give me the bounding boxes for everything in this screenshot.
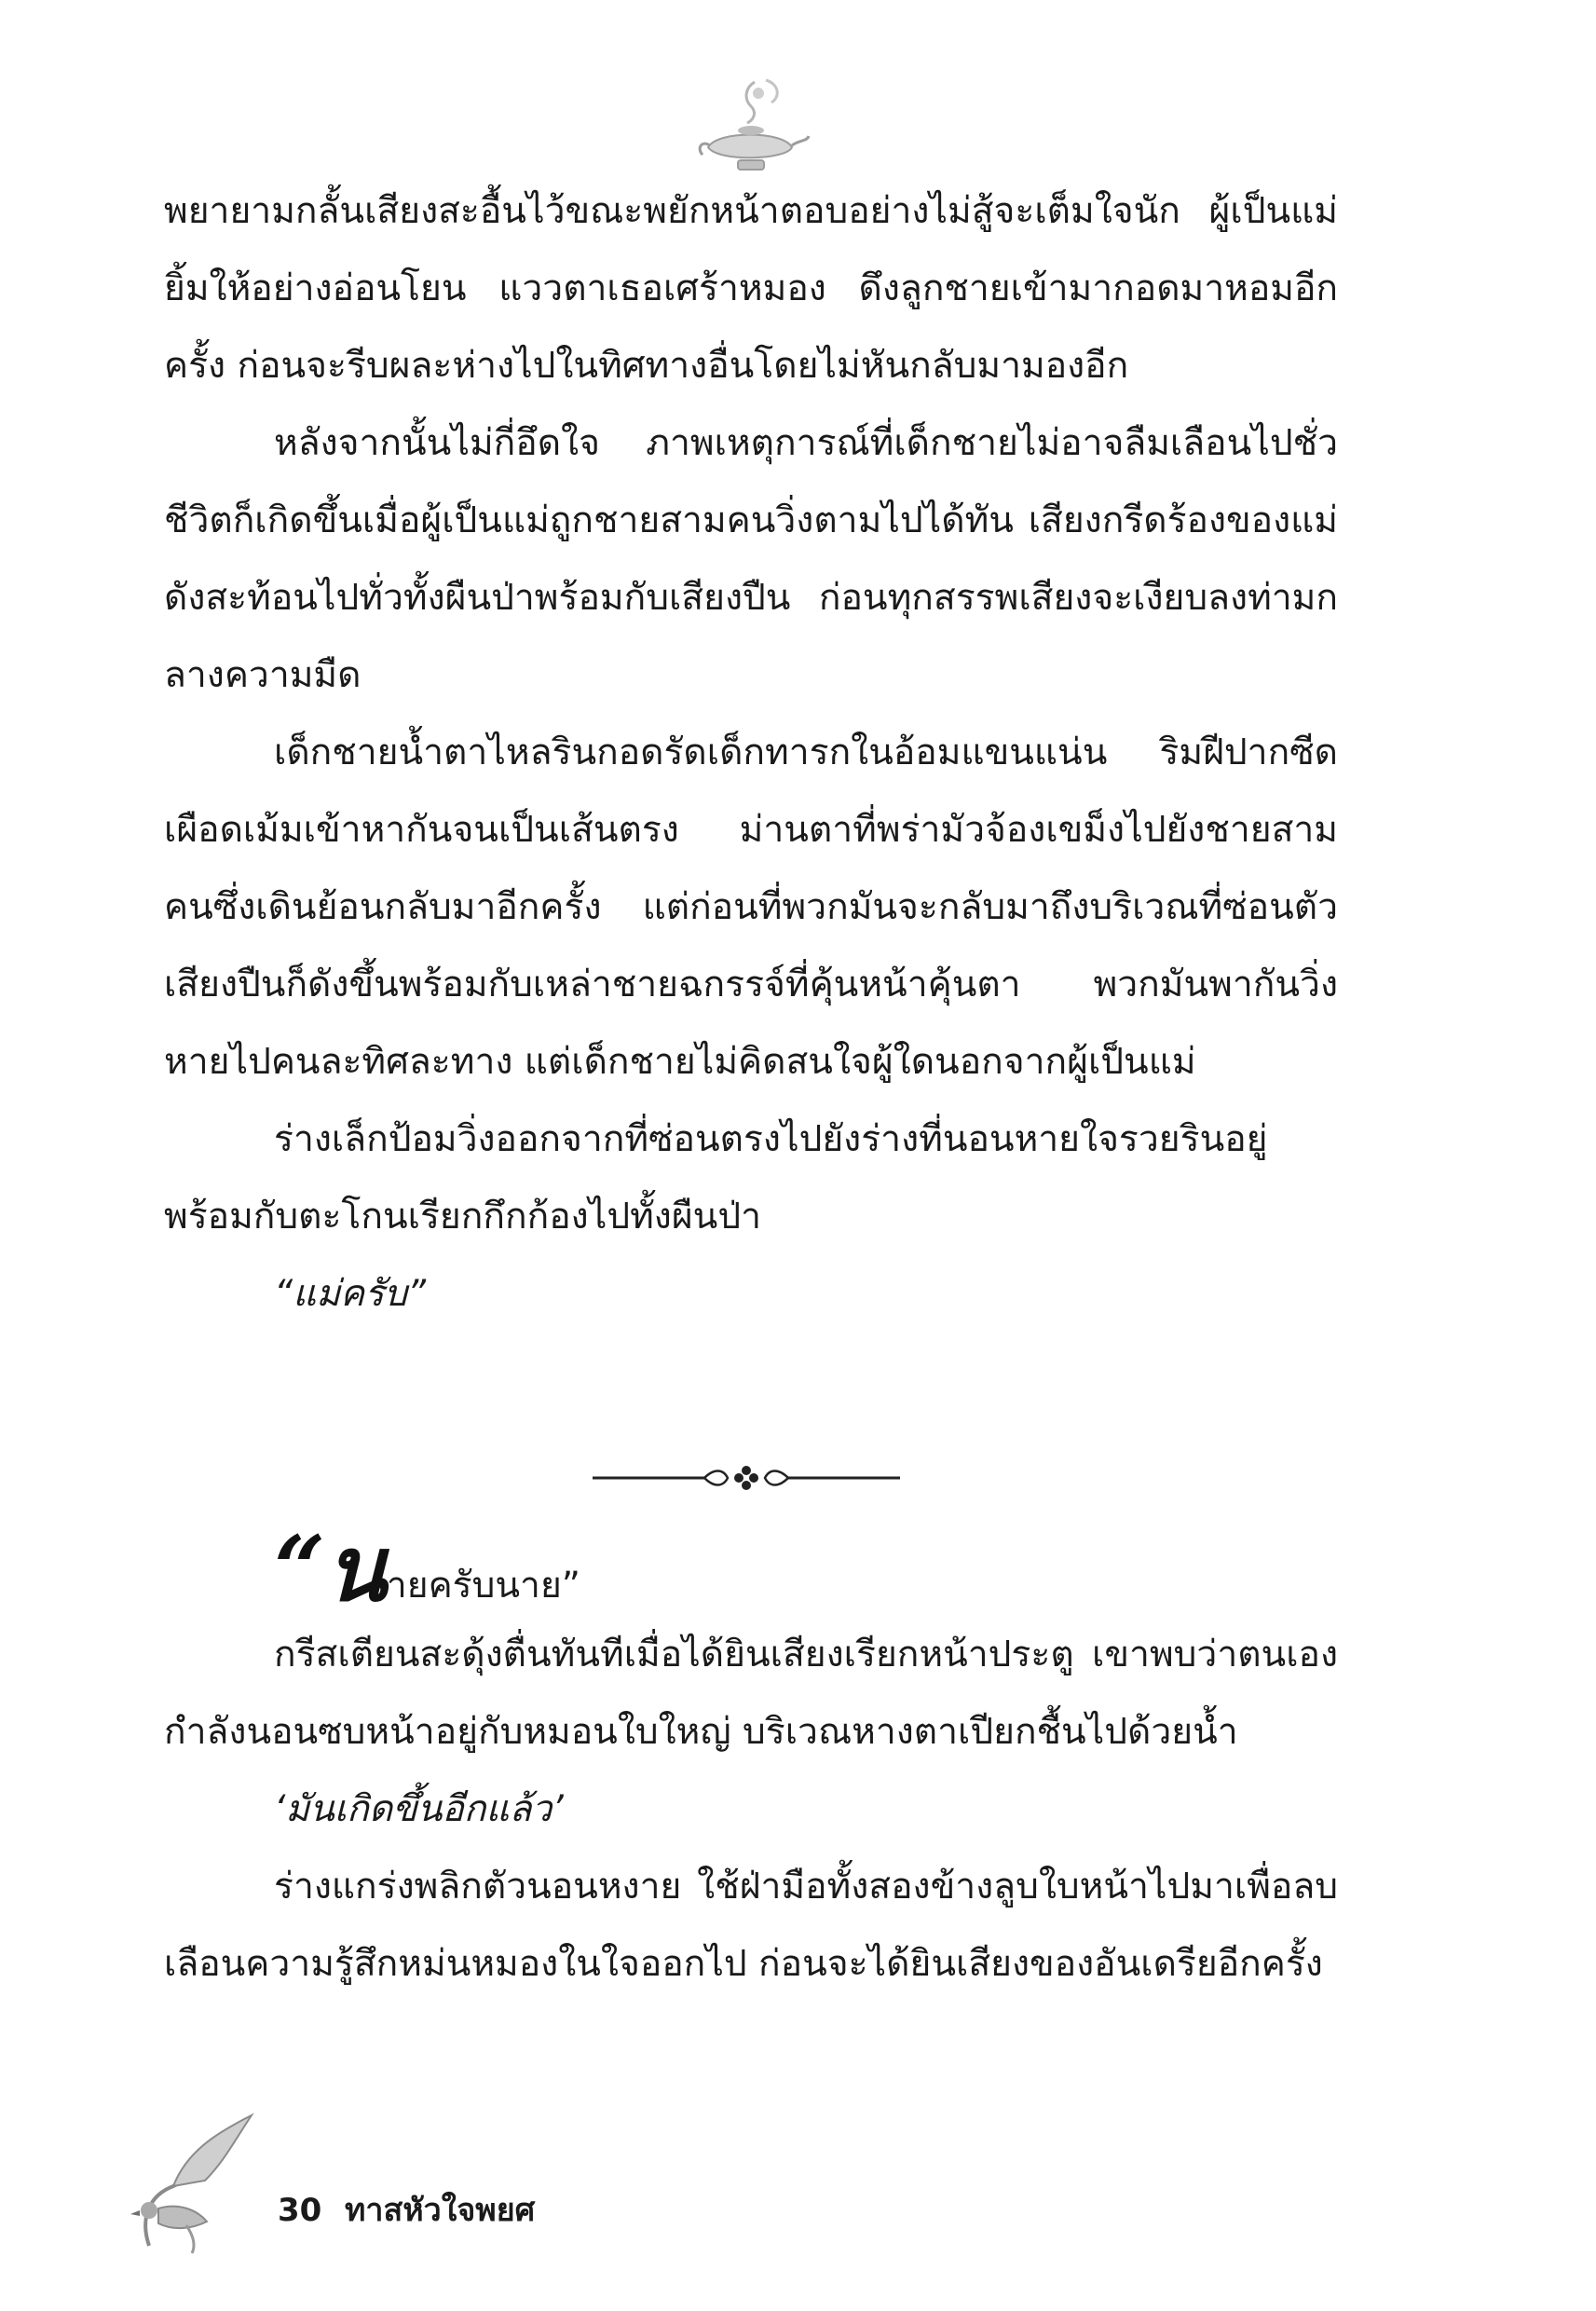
inner-thought-line: ‘มันเกิดขึ้นอีกแล้ว’ (274, 1788, 564, 1830)
dialogue-line: “แม่ครับ” (274, 1273, 427, 1315)
genie-lamp-icon (689, 75, 811, 186)
page-footer (121, 2106, 680, 2255)
body-text-bottom (164, 1616, 1338, 2003)
book-title: ทาสหัวใจพยศ (345, 2192, 536, 2229)
dove-icon (121, 2106, 261, 2255)
paragraph: ร่างเล็กป้อมวิ่งออกจากที่ซ่อนตรงไปยังร่างที่นอนหายใจรวยรินอยู่พร้อมกับตะโกนเรียกกึกก้องไปทั้งผืนป่า (164, 1118, 1268, 1238)
paragraph: หลังจากนั้นไม่กี่อึดใจ ภาพเหตุการณ์ที่เด็กชายไม่อาจลืมเลือนไปชั่วชีวิตก็เกิดขึ้นเมื่อผู้เป็นแม่ถูกชายสามคนวิ่งตามไปได้ทัน เสียงกรีดร้องของแม่ดังสะท้อนไปทั่วทั้งผืนป่าพร้อมกับเสียงปืน ก่อนทุกสรรพเสียงจะเงียบลงท่ามกลางความมืด (164, 422, 1338, 696)
drop-cap: “น (274, 1516, 387, 1621)
body-text-top (164, 172, 1338, 1333)
opening-dialogue: ายครับนาย” (386, 1565, 581, 1607)
page-number: 30 (278, 2192, 322, 2229)
paragraph: กรีสเตียนสะดุ้งตื่นทันทีเมื่อได้ยินเสียงเรียกหน้าประตู เขาพบว่าตนเองกำลังนอนซบหน้าอยู่กับหมอนใบใหญ่ บริเวณหางตาเปียกชื้นไปด้วยน้ำ (164, 1634, 1338, 1753)
paragraph: พยายามกลั้นเสียงสะอื้นไว้ขณะพยักหน้าตอบอย่างไม่สู้จะเต็มใจนัก ผู้เป็นแม่ยิ้มให้อย่างอ่อนโยน แววตาเธอเศร้าหมอง ดึงลูกชายเข้ามากอดมาหอมอีกครั้ง ก่อนจะรีบผละห่างไปในทิศทางอื่นโดยไม่หันกลับมามองอีก (164, 190, 1338, 387)
paragraph: เด็กชายน้ำตาไหลรินกอดรัดเด็กทารกในอ้อมแขนแน่น ริมฝีปากซีดเผือดเม้มเข้าหากันจนเป็นเส้นตรง ม่านตาที่พร่ามัวจ้องเขม็งไปยังชายสามคนซึ่งเดินย้อนกลับมาอีกครั้ง แต่ก่อนที่พวกมันจะกลับมาถึงบริเวณที่ซ่อนตัว เสียงปืนก็ดังขึ้นพร้อมกับเหล่าชายฉกรรจ์ที่คุ้นหน้าคุ้นตา พวกมันพากันวิ่งหายไปคนละทิศละทาง แต่เด็กชายไม่คิดสนใจผู้ใดนอกจากผู้เป็นแม่ (164, 732, 1338, 1083)
chapter-opening-line (274, 1511, 581, 1621)
paragraph: ร่างแกร่งพลิกตัวนอนหงาย ใช้ฝ่ามือทั้งสองข้างลูบใบหน้าไปมาเพื่อลบเลือนความรู้สึกหม่นหมองในใจออกไป ก่อนจะได้ยินเสียงของอันเดรียอีกครั้ง (164, 1866, 1338, 1985)
ornamental-divider-icon (593, 1459, 900, 1497)
